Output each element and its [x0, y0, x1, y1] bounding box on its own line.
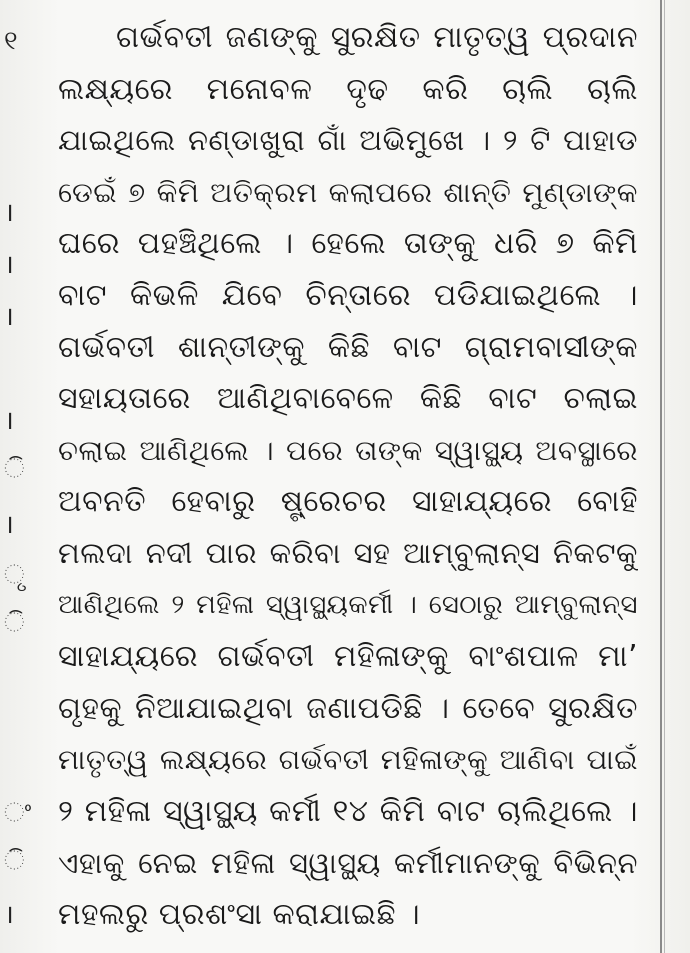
fragment-char: ୃ [4, 560, 25, 590]
column-divider-shadow [664, 0, 665, 953]
previous-column-fragment [0, 0, 32, 953]
article-line: ଗର୍ଭବତୀ ଜଣଙ୍କୁ ସୁରକ୍ଷିତ ମାତୃତ୍ୱ ପ୍ରଦାନ [116, 20, 638, 55]
article-line: ମଲଦା ନଦୀ ପାର କରିବା ସହ ଆମ୍ବୁଲାନ୍ସ ନିକଟକୁ [58, 535, 638, 570]
article-line: ଚଲାଇ ଆଣିଥିଲେ । ପରେ ତାଙ୍କ ସ୍ୱାସ୍ଥ୍ୟ ଅବସ୍ଥାରେ [58, 433, 638, 467]
article-line: ଘରେ ପହଞ୍ଚିଥିଲେ । ହେଲେ ତାଙ୍କୁ ଧରି ୭ କିମି [58, 226, 638, 262]
fragment-char: ି [4, 454, 25, 484]
article-line: ସାହାଯ୍ୟରେ ଗର୍ଭବତୀ ମହିଳାଙ୍କୁ ବାଂଶପାଳ ମା’ [58, 639, 638, 675]
fragment-char: । [4, 250, 14, 280]
fragment-char: ୧ [4, 26, 18, 56]
fragment-char: । [4, 510, 14, 540]
fragment-char: । [4, 900, 14, 930]
article-line: ୨ ମହିଳା ସ୍ୱାସ୍ଥ୍ୟ କର୍ମୀ ୧୪ କିମି ବାଟ ଚାଲିଥିଲେ । [58, 793, 638, 829]
article-line: ମହଲରୁ ପ୍ରଶଂସା କରାଯାଇଛି । [58, 897, 421, 933]
article-line: ଲକ୍ଷ୍ୟରେ ମନୋବଳ ଦୃଢ କରି ଚାଲି ଚାଲି [58, 71, 638, 107]
fragment-char: । [4, 302, 14, 332]
article-line: ଏହାକୁ ନେଇ ମହିଳା ସ୍ୱାସ୍ଥ୍ୟ କର୍ମୀମାନଙ୍କୁ ବିଭିନ୍ନ [58, 845, 638, 880]
article-body [58, 12, 638, 941]
fragment-char: । [4, 406, 14, 436]
article-line: ଅବନତି ହେବାରୁ ଷ୍ଟ୍ରେଚର ସାହାଯ୍ୟରେ ବୋହି [58, 484, 638, 520]
fragment-char: ି [4, 846, 25, 876]
article-line: ବାଟ କିଭଳି ଯିବେ ଚିନ୍ତାରେ ପଡିଯାଇଥିଲେ । [58, 277, 638, 313]
article-line: ଯାଇଥିଲେ ନଣ୍ଡାଖୁରା ଗାଁ ଅଭିମୁଖେ । ୨ ଟି ପାହାଡ [58, 123, 638, 158]
article-line: ଗର୍ଭବତୀ ଶାନ୍ତୀଙ୍କୁ କିଛି ବାଟ ଗ୍ରାମବାସୀଙ୍କ [58, 329, 638, 365]
article-line: ସହାୟତାରେ ଆଣିଥିବାବେଳେ କିଛି ବାଟ ଚଲାଇ [58, 381, 638, 417]
article-line: ମାତୃତ୍ୱ ଲକ୍ଷ୍ୟରେ ଗର୍ଭବତୀ ମହିଳାଙ୍କୁ ଆଣିବା ପାଇଁ [58, 743, 638, 777]
fragment-char: ି [4, 608, 25, 638]
article-line: ଡେଇଁ ୭ କିମି ଅତିକ୍ରମ କଲାପରେ ଶାନ୍ତି ମୁଣ୍ଡାଙ୍କ [58, 175, 638, 209]
column-divider [660, 0, 662, 953]
fragment-char: । [4, 198, 14, 228]
article-line: ଆଣିଥିଲେ ୨ ମହିଳା ସ୍ୱାସ୍ଥ୍ୟକର୍ମୀ । ସେଠାରୁ ଆମ୍ବୁଲାନ୍ସ [58, 589, 638, 620]
article-line: ଗୃହକୁ ନିଆଯାଇଥିବା ଜଣାପଡିଛି । ତେବେ ସୁରକ୍ଷିତ [58, 690, 638, 726]
fragment-char: ଂ [4, 798, 32, 828]
